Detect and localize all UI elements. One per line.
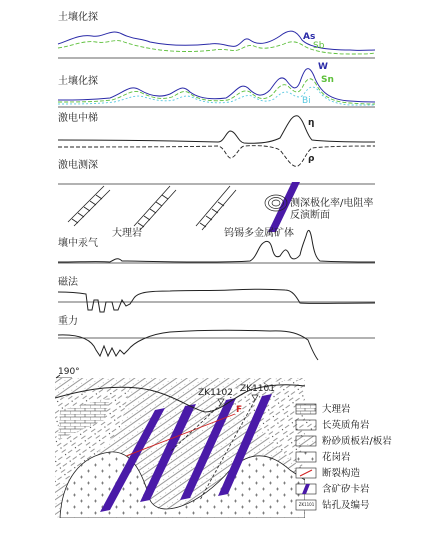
gravity-curve	[58, 330, 318, 360]
rho-series-label: ρ	[308, 154, 315, 164]
sb-curve	[58, 41, 375, 54]
soil-panel-1-title: 土壤化探	[58, 12, 98, 23]
orebody-label: 钨锡多金属矿体	[224, 228, 294, 239]
sb-series-label: Sb	[313, 41, 325, 51]
legend-label-ore-skarn: 含矿矽卡岩	[322, 484, 370, 495]
magnetic-title: 磁法	[58, 277, 78, 288]
legend-label-fault: 断裂构造	[322, 468, 361, 479]
soil-geochem-panel-1	[58, 31, 375, 58]
hornfels-pattern-icon	[296, 420, 316, 430]
granite-pattern-icon	[296, 452, 316, 462]
marble-pattern-icon	[296, 404, 316, 414]
soil-mercury-panel	[58, 230, 375, 263]
bi-series-label: Bi	[302, 96, 311, 106]
legend-label-slate: 粉砂质板岩/板岩	[322, 436, 392, 447]
mercury-curve	[58, 230, 375, 262]
inversion-label-line1: 测深极化率/电阻率	[290, 198, 374, 209]
w-series-label: W	[318, 62, 328, 72]
soil-panel-2-title: 土壤化探	[58, 76, 98, 87]
fault-label: F	[236, 405, 243, 415]
as-series-label: As	[303, 32, 316, 42]
geologic-section	[55, 375, 305, 518]
eta-series-label: η	[308, 118, 315, 128]
azimuth-label: 190°	[58, 367, 80, 377]
borehole-label-zk1101: ZK1101	[240, 384, 275, 394]
ip-sounding-title: 激电测深	[58, 160, 98, 171]
marble-label: 大理岩	[112, 228, 142, 239]
gravity-panel	[58, 330, 375, 360]
legend-borehole-icon-text: ZK1101	[298, 502, 315, 507]
ip-gradient-title: 激电中梯	[58, 113, 98, 124]
legend-swatches	[296, 404, 316, 510]
marble-band-2	[134, 186, 176, 230]
marble-band-3	[196, 186, 236, 230]
as-curve	[58, 31, 375, 50]
ore-skarn-icon	[296, 484, 316, 494]
legend-label-granite: 花岗岩	[322, 452, 351, 463]
ip-gradient-panel	[58, 116, 375, 167]
legend-label-marble: 大理岩	[322, 404, 351, 415]
magnetic-panel	[58, 289, 375, 312]
borehole-label-zk1102: ZK1102	[198, 388, 233, 398]
gravity-title: 重力	[58, 316, 78, 327]
fault-symbol-icon	[296, 468, 316, 478]
legend-label-borehole: 钻孔及编号	[322, 500, 370, 511]
rho-curve	[58, 146, 375, 167]
sn-series-label: Sn	[321, 75, 334, 85]
soil-mercury-title: 壤中汞气	[58, 238, 98, 249]
marble-band-1	[68, 186, 110, 226]
legend-label-hornfels: 长英质角岩	[322, 420, 370, 431]
eta-curve	[58, 116, 375, 144]
inversion-label-line2: 反演断面	[290, 210, 330, 221]
bi-curve	[58, 87, 375, 105]
magnetic-curve	[58, 289, 375, 312]
slate-pattern-icon	[296, 436, 316, 446]
